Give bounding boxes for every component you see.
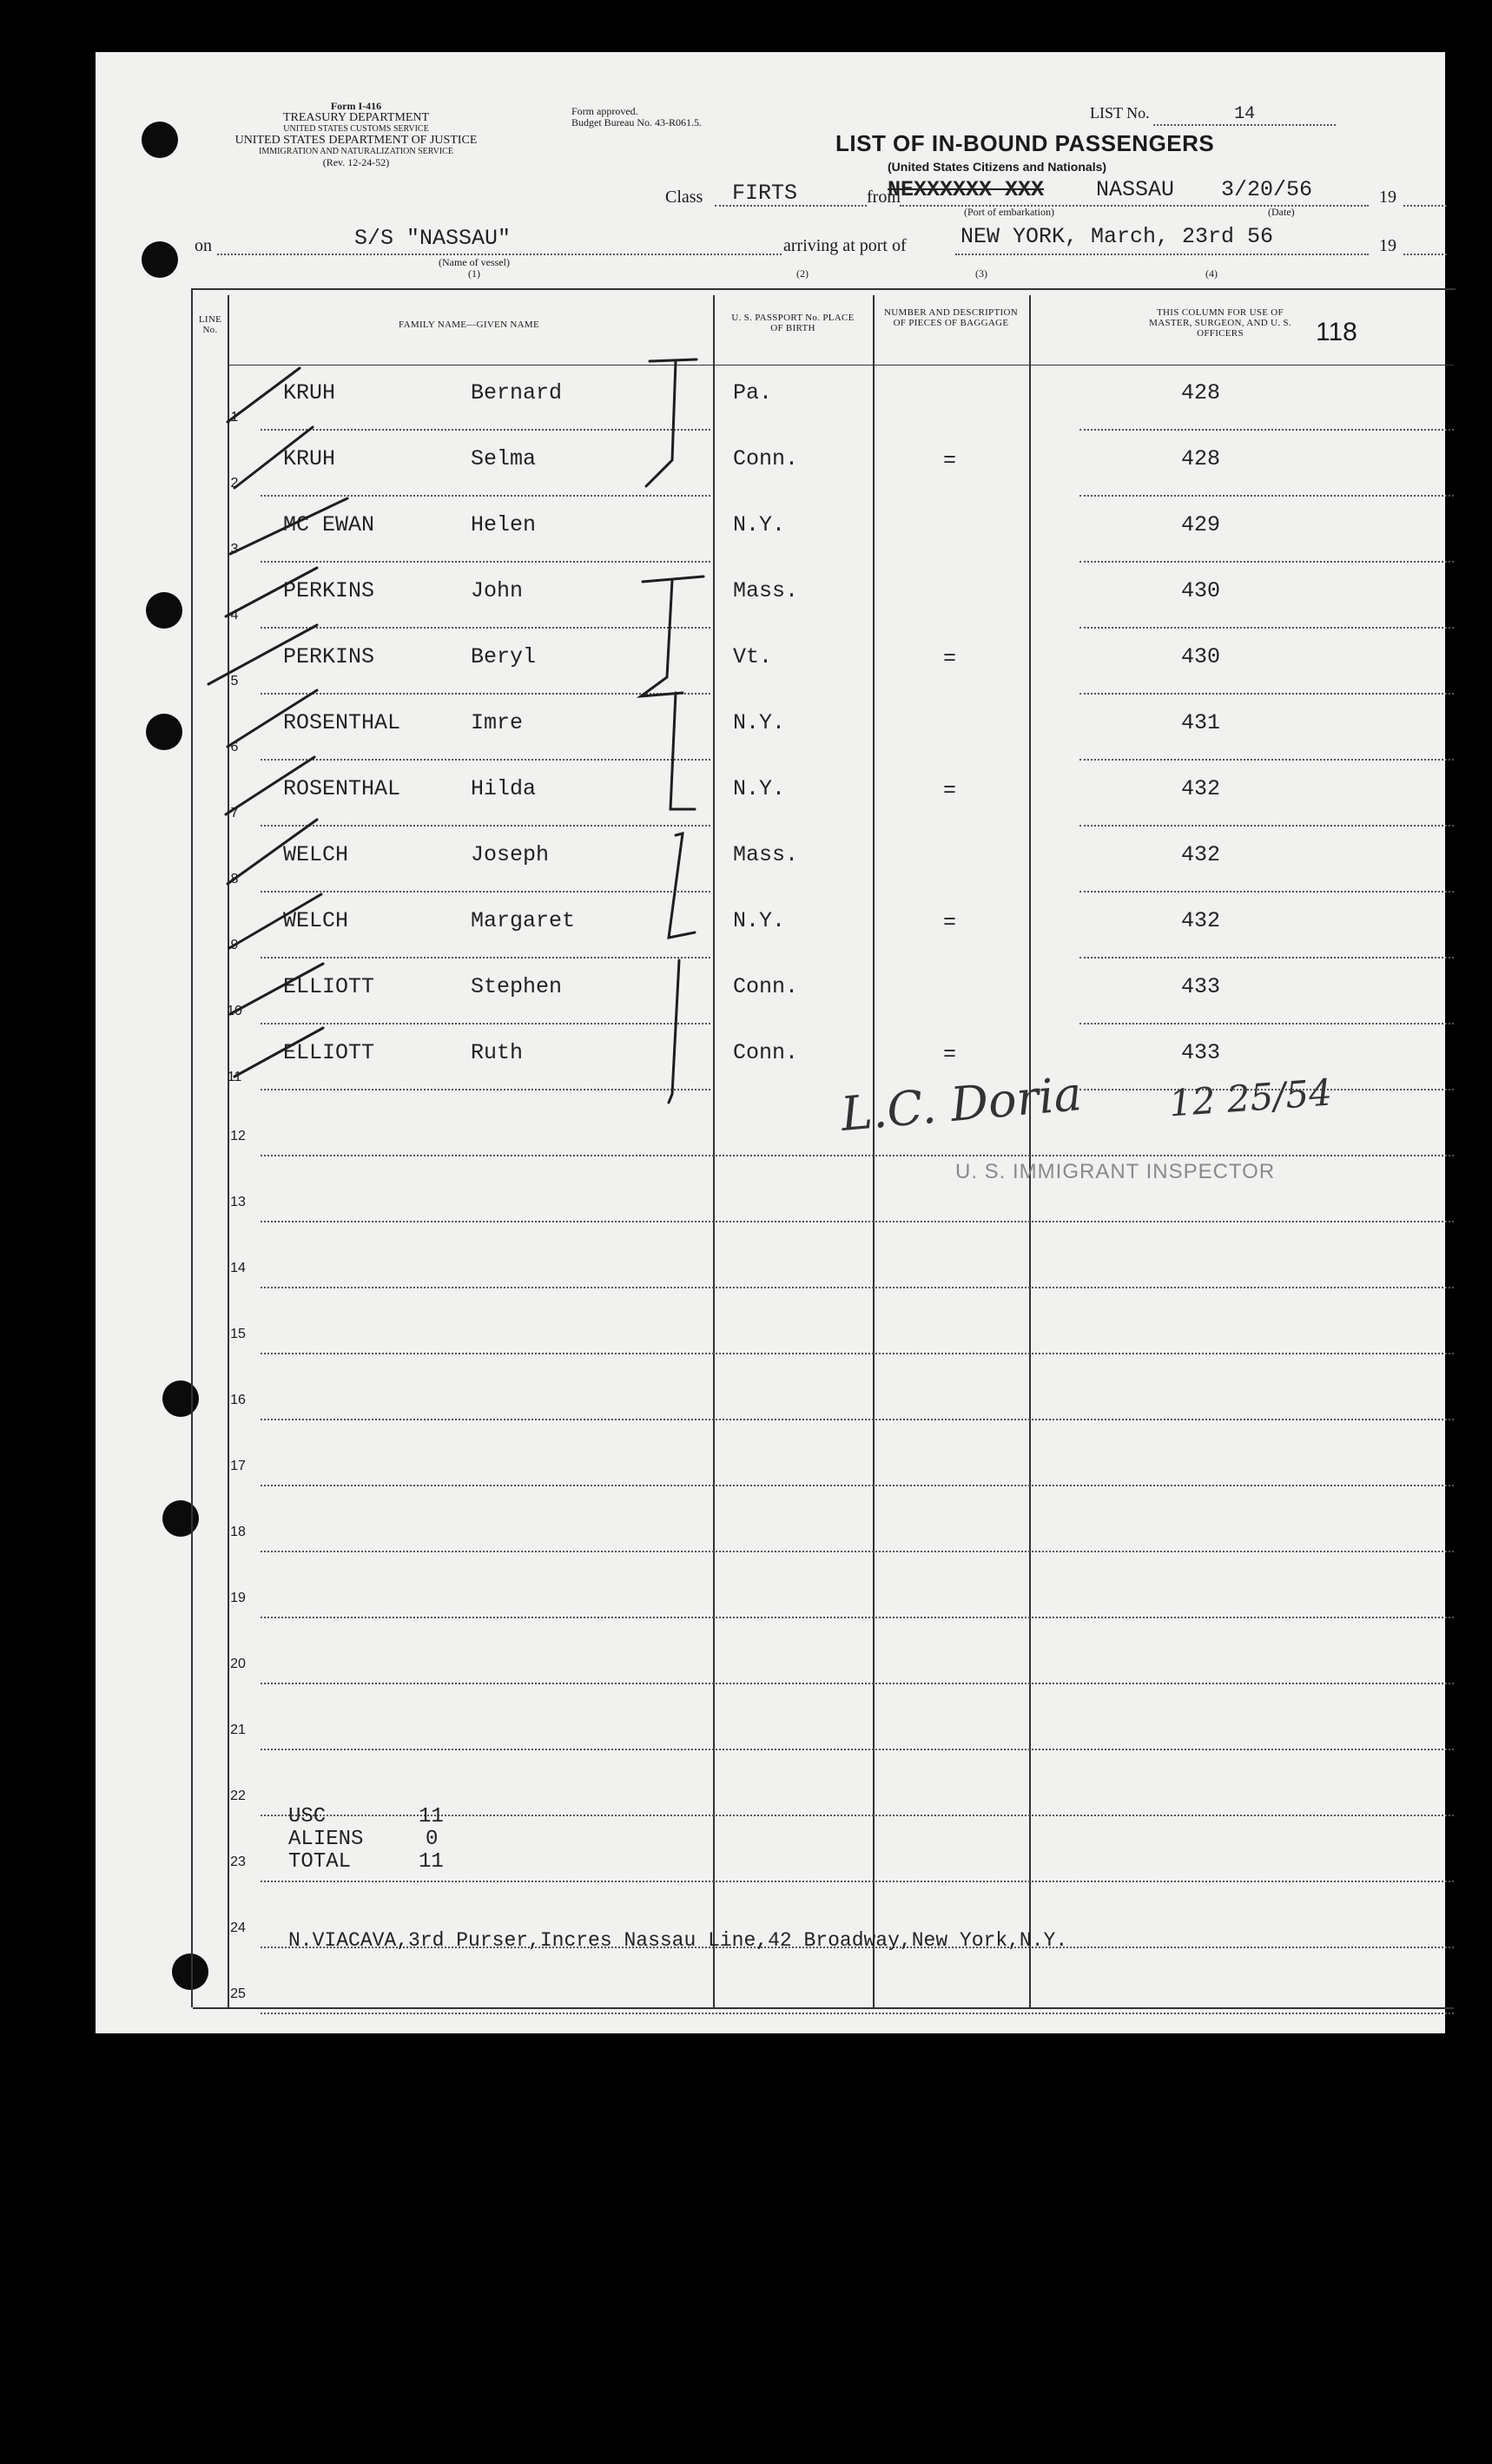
- line-number: 16: [230, 1393, 246, 1407]
- class-value: FIRTS: [732, 181, 798, 206]
- place-of-birth: Conn.: [733, 974, 799, 999]
- line-number: 24: [230, 1920, 246, 1935]
- place-of-birth: Mass.: [733, 842, 799, 867]
- line-number: 4: [230, 608, 239, 623]
- baggage-ditto: =: [943, 646, 957, 671]
- on-label: on: [195, 236, 212, 255]
- purser-line: N.VIACAVA,3rd Purser,Incres Nassau Line,42 Broadway,New York,N.Y.: [288, 1929, 1068, 1952]
- officer-number: 428: [1181, 380, 1221, 405]
- col-header-baggage: NUMBER AND DESCRIPTION OF PIECES OF BAGGAGE: [884, 307, 1018, 328]
- place-of-birth: Pa.: [733, 380, 773, 405]
- line-number: 7: [230, 806, 239, 820]
- port-embark-caption: (Port of embarkation): [964, 206, 1054, 218]
- officer-number: 432: [1181, 908, 1221, 933]
- family-name: MC EWAN: [283, 512, 375, 537]
- baggage-ditto: =: [943, 1042, 957, 1067]
- line-number: 6: [230, 740, 239, 754]
- baggage-ditto: =: [943, 778, 957, 803]
- embark-port: NASSAU: [1096, 177, 1175, 202]
- caption-4: (4): [1205, 267, 1218, 280]
- vessel-name: S/S "NASSAU": [354, 226, 512, 251]
- total-row: [288, 1851, 444, 1874]
- from-struck: NEXXXXXX XXX: [888, 177, 1045, 202]
- line-number: 9: [230, 938, 239, 952]
- baggage-ditto: =: [943, 448, 957, 473]
- customs-service: UNITED STATES CUSTOMS SERVICE: [283, 124, 429, 134]
- col-header-passport: U. S. PASSPORT No. PLACE OF BIRTH: [731, 313, 855, 333]
- given-name: John: [471, 578, 524, 603]
- family-name: PERKINS: [283, 644, 375, 669]
- officer-number: 430: [1181, 578, 1221, 603]
- col-header-officers: THIS COLUMN FOR USE OF MASTER, SURGEON, AND U. S. OFFICERS: [1149, 307, 1291, 339]
- line-number: 5: [230, 674, 239, 688]
- line-number: 15: [230, 1327, 246, 1341]
- aliens-row: [288, 1828, 444, 1851]
- treasury-dept: TREASURY DEPARTMENT: [282, 111, 430, 124]
- baggage-ditto: =: [943, 910, 957, 935]
- officer-number: 433: [1181, 1040, 1221, 1065]
- given-name: Stephen: [471, 974, 563, 999]
- caption-3: (3): [975, 267, 987, 280]
- revision: (Rev. 12-24-52): [322, 156, 390, 168]
- line-number: 22: [230, 1789, 246, 1803]
- line-number: 21: [230, 1723, 246, 1737]
- given-name: Ruth: [471, 1040, 524, 1065]
- place-of-birth: Conn.: [733, 1040, 799, 1065]
- line-number: 3: [230, 542, 239, 557]
- total-value: 11: [419, 1850, 444, 1874]
- usc-row: [288, 1806, 444, 1828]
- family-name: ROSENTHAL: [283, 776, 401, 801]
- line-number: 12: [230, 1129, 246, 1143]
- given-name: Hilda: [471, 776, 537, 801]
- given-name: Imre: [471, 710, 524, 735]
- line-number: 10: [227, 1004, 242, 1018]
- ins-service: IMMIGRATION AND NATURALIZATION SERVICE: [259, 147, 453, 156]
- page-subtitle: (United States Citizens and Nationals): [888, 160, 1107, 174]
- family-name: ELLIOTT: [283, 1040, 375, 1065]
- place-of-birth: N.Y.: [733, 776, 786, 801]
- usc-label: USC: [288, 1805, 327, 1828]
- embark-date: 3/20/56: [1221, 177, 1313, 202]
- line-number: 14: [230, 1261, 246, 1275]
- caption-1: (1): [467, 267, 480, 280]
- place-of-birth: Conn.: [733, 446, 799, 471]
- line-number: 2: [230, 476, 239, 491]
- family-name: PERKINS: [283, 578, 375, 603]
- family-name: WELCH: [283, 842, 349, 867]
- given-name: Joseph: [471, 842, 550, 867]
- family-name: ROSENTHAL: [283, 710, 401, 735]
- given-name: Bernard: [471, 380, 563, 405]
- aliens-label: ALIENS: [288, 1828, 364, 1851]
- place-of-birth: Vt.: [733, 644, 773, 669]
- arriving-label: arriving at port of: [783, 236, 907, 255]
- line-number: 13: [230, 1195, 246, 1209]
- place-of-birth: Mass.: [733, 578, 799, 603]
- given-name: Beryl: [471, 644, 537, 669]
- vessel-caption-text: (Name of vessel): [439, 256, 510, 268]
- col-header-name: FAMILY NAME—GIVEN NAME: [399, 320, 539, 330]
- year-label: 19: [1379, 188, 1396, 207]
- line-number: 8: [230, 872, 239, 886]
- officers-note: 118: [1316, 318, 1357, 346]
- from-label: from: [867, 188, 901, 207]
- usc-value: 11: [419, 1805, 444, 1828]
- officer-number: 428: [1181, 446, 1221, 471]
- officer-number: 432: [1181, 842, 1221, 867]
- total-label: TOTAL: [288, 1850, 352, 1874]
- inspector-date: 12 25/54: [1167, 1071, 1334, 1125]
- line-number: 20: [230, 1657, 246, 1671]
- page-title: LIST OF IN-BOUND PASSENGERS: [835, 130, 1215, 156]
- place-of-birth: N.Y.: [733, 908, 786, 933]
- line-number: 17: [230, 1459, 246, 1473]
- aliens-value: 0: [426, 1828, 439, 1851]
- officer-number: 430: [1181, 644, 1221, 669]
- place-of-birth: N.Y.: [733, 710, 786, 735]
- passenger-list-page: [96, 52, 1445, 2033]
- arrival-year-label: 19: [1379, 236, 1396, 255]
- justice-dept: UNITED STATES DEPARTMENT OF JUSTICE: [234, 134, 478, 147]
- arrival-port-date: NEW YORK, March, 23rd 56: [961, 224, 1274, 249]
- line-number: 19: [230, 1591, 246, 1605]
- list-number-label: LIST No.: [1090, 104, 1150, 122]
- line-number: 25: [230, 1986, 246, 2001]
- line-number: 1: [230, 410, 239, 425]
- officer-number: 429: [1181, 512, 1221, 537]
- given-name: Helen: [471, 512, 537, 537]
- officer-number: 431: [1181, 710, 1221, 735]
- totals-block: [288, 1806, 444, 1874]
- family-name: KRUH: [283, 446, 336, 471]
- date-caption: (Date): [1268, 206, 1295, 218]
- list-number: 14: [1234, 104, 1256, 124]
- family-name: KRUH: [283, 380, 336, 405]
- given-name: Margaret: [471, 908, 576, 933]
- line-number: 23: [230, 1855, 246, 1869]
- handwritten-check-marks: [96, 52, 1445, 2033]
- form-number: Form I-416: [330, 100, 382, 112]
- officer-number: 433: [1181, 974, 1221, 999]
- form-approved: Form approved.: [571, 105, 638, 117]
- line-number: 11: [227, 1070, 242, 1084]
- inspector-stamp: U. S. IMMIGRANT INSPECTOR: [955, 1160, 1276, 1183]
- place-of-birth: N.Y.: [733, 512, 786, 537]
- officer-number: 432: [1181, 776, 1221, 801]
- family-name: ELLIOTT: [283, 974, 375, 999]
- line-number: 18: [230, 1525, 246, 1539]
- col-header-line: LINE No.: [198, 314, 222, 335]
- budget-number: Budget Bureau No. 43-R061.5.: [571, 116, 702, 128]
- caption-2: (2): [796, 267, 809, 280]
- family-name: WELCH: [283, 908, 349, 933]
- given-name: Selma: [471, 446, 537, 471]
- inspector-signature: L.C. Doria: [838, 1066, 1085, 1142]
- class-label: Class: [665, 188, 703, 207]
